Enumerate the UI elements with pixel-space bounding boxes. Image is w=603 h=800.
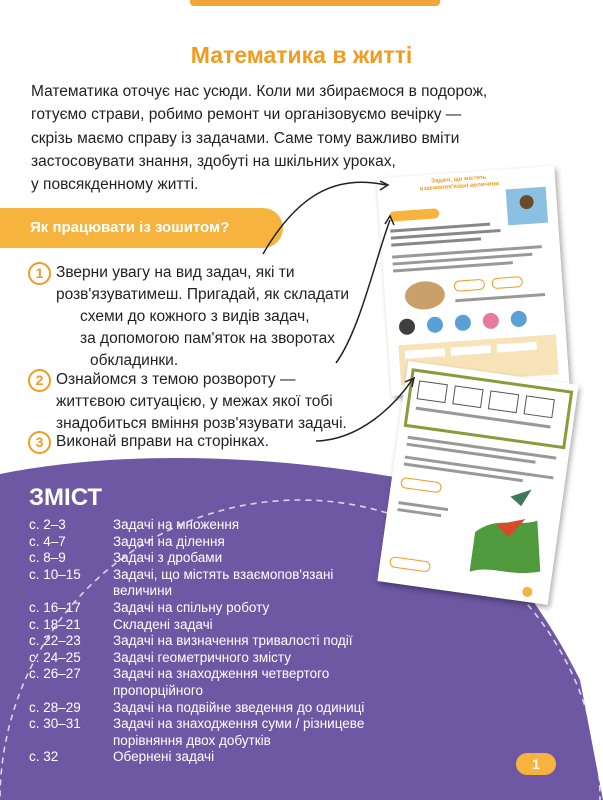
toc-pages: с. 32 — [29, 749, 59, 765]
page-title: Математика в житті — [190, 42, 413, 68]
toc-pages: с. 18–21 — [29, 616, 81, 632]
toc-title: Задачі на знаходження суми / різницеве порівняння двох добутків — [113, 716, 365, 748]
toc-title: Складені задачі — [113, 616, 213, 632]
step-line: схеми до кожного з видів задач, — [80, 308, 310, 325]
step-number-3: 3 — [28, 431, 51, 454]
step-line: за допомогою пам'яток на зворотах — [80, 330, 335, 347]
howto-title: Як працювати із зошитом? — [30, 219, 230, 236]
step-line: життєвою ситуацією, у межах якої тобі — [56, 393, 333, 410]
toc-title: Задачі, що містять взаємопов'язані величини — [113, 566, 334, 599]
toc-pages: с. 8–9 — [29, 550, 66, 566]
page-number-badge: 1 — [516, 753, 556, 775]
step-line: знадобиться вміння розв'язувати задачі. — [56, 415, 347, 432]
intro-line: застосовувати знання, здобуті на шкільних уроках, — [31, 152, 396, 170]
toc-pages: с. 28–29 — [29, 699, 81, 715]
toc-title: Задачі на знаходження четвертого пропорційного — [113, 666, 330, 698]
step-number-1: 1 — [28, 262, 51, 285]
step-line: обкладинки. — [90, 352, 179, 369]
toc-title: Задачі на визначення тривалості події — [113, 633, 353, 649]
toc-title: Задачі з дробами — [113, 550, 223, 566]
intro-line: готуємо страви, робимо ремонт чи організовуємо вечірку — — [31, 106, 462, 124]
step-line: Ознайомся з темою розвороту — — [56, 371, 296, 388]
toc-pages: с. 30–31 — [29, 716, 81, 732]
intro-line: Математика оточує нас усюди. Коли ми збираємося в подорож, — [31, 83, 488, 100]
toc-pages: с. 4–7 — [29, 533, 66, 549]
step-number-2: 2 — [28, 369, 51, 392]
step-line: Виконай вправи на сторінках. — [56, 433, 269, 450]
toc-pages: с. 16–17 — [29, 599, 81, 615]
toc-pages: с. 26–27 — [29, 666, 81, 682]
toc-pages: с. 10–15 — [29, 566, 81, 582]
contents-heading: ЗМІСТ — [29, 484, 103, 511]
toc-title: Задачі на ділення — [113, 533, 225, 549]
step-line: розв'язуватимеш. Пригадай, як складати — [56, 286, 350, 303]
thumbnail-1-heading: Задачі, що містять взаємопов'язані величини — [419, 174, 500, 193]
step-line: Зверни увагу на вид задач, які ти — [56, 264, 295, 281]
toc-pages: с. 2–3 — [29, 517, 66, 532]
toc-pages: с. 22–23 — [29, 633, 81, 649]
toc-title: Обернені задачі — [113, 749, 215, 765]
toc-pages: с. 24–25 — [29, 649, 81, 665]
intro-line: скрізь маємо справу із задачами. Саме тому важливо вміти — [31, 129, 460, 147]
intro-line: у повсякденному житті. — [31, 176, 199, 194]
toc-title: Задачі геометричного змісту — [113, 649, 291, 665]
toc-title: Задачі на подвійне зведення до одиниці — [113, 699, 365, 715]
toc-title: Задачі на спільну роботу — [113, 599, 270, 615]
toc-title: Задачі на множення — [113, 517, 240, 532]
